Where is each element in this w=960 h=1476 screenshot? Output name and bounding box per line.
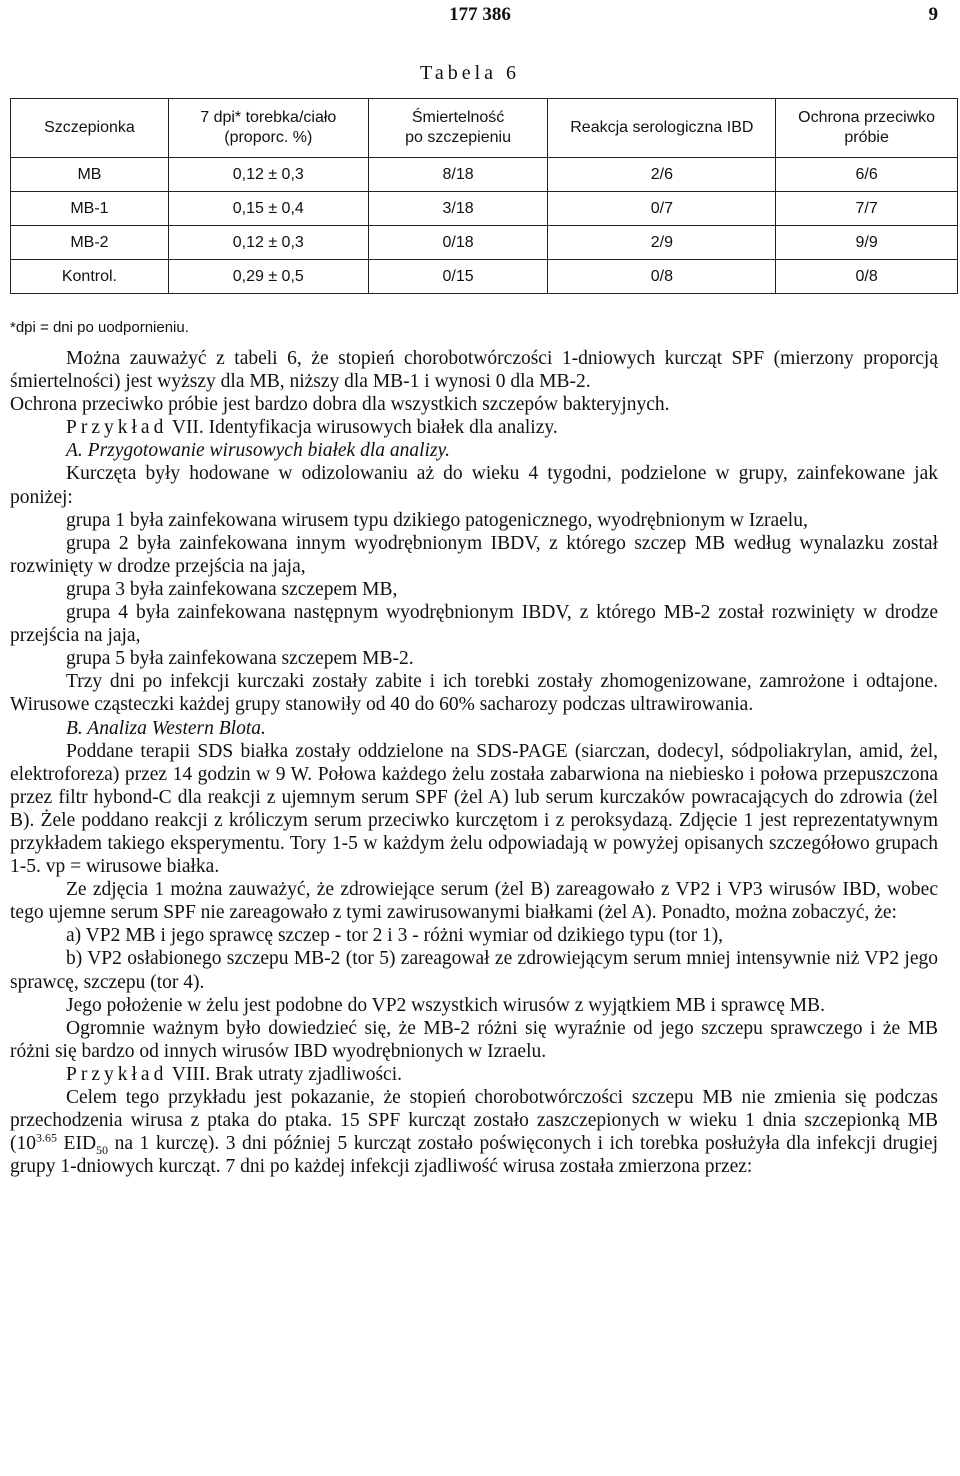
- table-row: [11, 260, 958, 294]
- table-cell: 0/18: [368, 226, 548, 260]
- table-cell: 6/6: [776, 158, 958, 192]
- paragraph: Ze zdjęcia 1 można zauważyć, że zdrowiejące serum (żel B) zareagowało z VP2 i VP3 wirusów IBD, wobec tego ujemne serum SPF nie zareagowało z tymi zawirusowanymi białkami (żel A). Ponadto, można zobaczyć, że:: [10, 879, 938, 924]
- table-cell: 0/15: [368, 260, 548, 294]
- col-header-serology: Reakcja serologiczna IBD: [548, 99, 776, 158]
- example-title: VIII. Brak utraty zjadliwości.: [171, 1063, 402, 1085]
- table-cell: 7/7: [776, 192, 958, 226]
- col-header-protection: Ochrona przeciwko próbie: [776, 99, 958, 158]
- table-cell: 2/9: [548, 226, 776, 260]
- table-row: [11, 226, 958, 260]
- table-cell: Kontrol.: [11, 260, 169, 294]
- table-title: Tabela 6: [420, 62, 521, 84]
- group-item: grupa 4 była zainfekowana następnym wyodrębnionym IBDV, z którego MB-2 został rozwinięty w drodze przejścia na jaja,: [10, 602, 938, 647]
- table-cell: MB: [11, 158, 169, 192]
- table-cell: 8/18: [368, 158, 548, 192]
- exponent: 3.65: [36, 1130, 57, 1145]
- page-number: 9: [928, 4, 938, 25]
- group-item: grupa 1 była zainfekowana wirusem typu dzikiego patogenicznego, wyodrębnionym w Izraelu,: [66, 509, 808, 531]
- paragraph: Celem tego przykładu jest pokazanie, że stopień chorobotwórczości szczepu MB nie zmienia się podczas przechodzenia wirusa z ptaka do ptaka. 15 SPF kurcząt zostało zaszczepionych w wieku 1 dnia szczepionką MB ($10^{3.65}$ $EID_{50}$ na 1 kurczę). 3 dni później 5 kurcząt zostało poświęconych i ich torebka posłużyła dla infekcji drugiej grupy 1-dniowych kurcząt. 7 dni po każdej infekcji zjadliwość wirusa została zmierzona przez:: [10, 1087, 938, 1178]
- page-header: [0, 0, 960, 30]
- table-footnote: *dpi = dni po uodpornieniu.: [10, 319, 189, 336]
- table-row: [11, 192, 958, 226]
- paragraph: Poddane terapii SDS białka zostały oddzielone na SDS-PAGE (siarczan, dodecyl, sódpoliakrylan, amid, żel, elektroforeza) przez 14 godzin w 9 W. Połowa każdego żelu została zabarwiona na niebiesko i połowa przepuszczona przez filtr hybond-C dla reakcji z ujemnym serum SPF (żel A) lub serum kurczaków powracających do zdrowia (żel B). Żele poddano reakcji z króliczym serum przeciwko kurczętom i z peroksydazą. Zdjęcie 1 jest reprezentatywnym przykładem takiego eksperymentu. Tory 1-5 w każdym żelu odpowiadają w powyżej opisanych szczegółowo grupach 1-5. vp = wirusowe białka.: [10, 740, 938, 878]
- table-cell: 0,29 ± 0,5: [168, 260, 368, 294]
- group-item: grupa 3 była zainfekowana szczepem MB,: [66, 578, 398, 600]
- col-header-mortality: Śmiertelność po szczepieniu: [368, 99, 548, 158]
- table-cell: MB-2: [11, 226, 169, 260]
- table-cell: 0/7: [548, 192, 776, 226]
- patent-number: 177 386: [449, 4, 511, 25]
- example-label: Przykład: [66, 417, 168, 439]
- body-text: [10, 347, 938, 1178]
- paragraph: Ochrona przeciwko próbie jest bardzo dobra dla wszystkich szczepów bakteryjnych.: [10, 394, 670, 416]
- paragraph: Trzy dni po infekcji kurczaki zostały zabite i ich torebki zostały zhomogenizowane, zamrożone i odtajone. Wirusowe cząsteczki każdej grupy stanowiły od 40 do 60% sacharozy podczas ultrawirowania.: [10, 671, 938, 716]
- subscript: 50: [96, 1143, 109, 1158]
- example-label: Przykład: [66, 1063, 168, 1085]
- section-b-heading: B. Analiza Western Blota.: [66, 717, 266, 739]
- results-table: [10, 98, 958, 294]
- table-cell: 3/18: [368, 192, 548, 226]
- table-cell: 0,15 ± 0,4: [168, 192, 368, 226]
- section-a-heading: A. Przygotowanie wirusowych białek dla analizy.: [66, 440, 451, 462]
- table-cell: 9/9: [776, 226, 958, 260]
- list-item: a) VP2 MB i jego sprawcę szczep - tor 2 i 3 - różni wymiar od dzikiego typu (tor 1),: [66, 925, 724, 947]
- paragraph: Można zauważyć z tabeli 6, że stopień chorobotwórczości 1-dniowych kurcząt SPF (mierzony proporcją śmiertelności) jest wyższy dla MB, niższy dla MB-1 i wynosi 0 dla MB-2.: [10, 348, 938, 393]
- table-row: [11, 158, 958, 192]
- table-cell: 0,12 ± 0,3: [168, 158, 368, 192]
- table-cell: 0/8: [776, 260, 958, 294]
- table-header-row: [11, 99, 958, 158]
- table-cell: 2/6: [548, 158, 776, 192]
- col-header-bursa-ratio: 7 dpi* torebka/ciało (proporc. %): [168, 99, 368, 158]
- paragraph: Kurczęta były hodowane w odizolowaniu aż do wieku 4 tygodni, podzielone w grupy, zainfekowane jak poniżej:: [10, 463, 938, 508]
- col-header-vaccine: Szczepionka: [11, 99, 169, 158]
- list-item: b) VP2 osłabionego szczepu MB-2 (tor 5) zareagował ze zdrowiejącym serum mniej intensywnie niż VP2 jego sprawcę, szczepu (tor 4).: [10, 948, 938, 993]
- example-7-heading: [10, 416, 938, 439]
- example-8-heading: [10, 1063, 938, 1086]
- example-title: VII. Identyfikacja wirusowych białek dla analizy.: [171, 417, 558, 439]
- paragraph: Jego położenie w żelu jest podobne do VP2 wszystkich wirusów z wyjątkiem MB i sprawcę MB.: [66, 994, 825, 1016]
- table-cell: 0,12 ± 0,3: [168, 226, 368, 260]
- group-item: grupa 5 była zainfekowana szczepem MB-2.: [66, 648, 414, 670]
- paragraph: Ogromnie ważnym było dowiedzieć się, że MB-2 różni się wyraźnie od jego szczepu sprawczego i że MB różni się bardzo od innych wirusów IBD wyodrębnionych w Izraelu.: [10, 1017, 938, 1062]
- group-item: grupa 2 była zainfekowana innym wyodrębnionym IBDV, z którego szczep MB według wynalazku został rozwinięty w drodze przejścia na jaja,: [10, 532, 938, 577]
- table-cell: 0/8: [548, 260, 776, 294]
- table-cell: MB-1: [11, 192, 169, 226]
